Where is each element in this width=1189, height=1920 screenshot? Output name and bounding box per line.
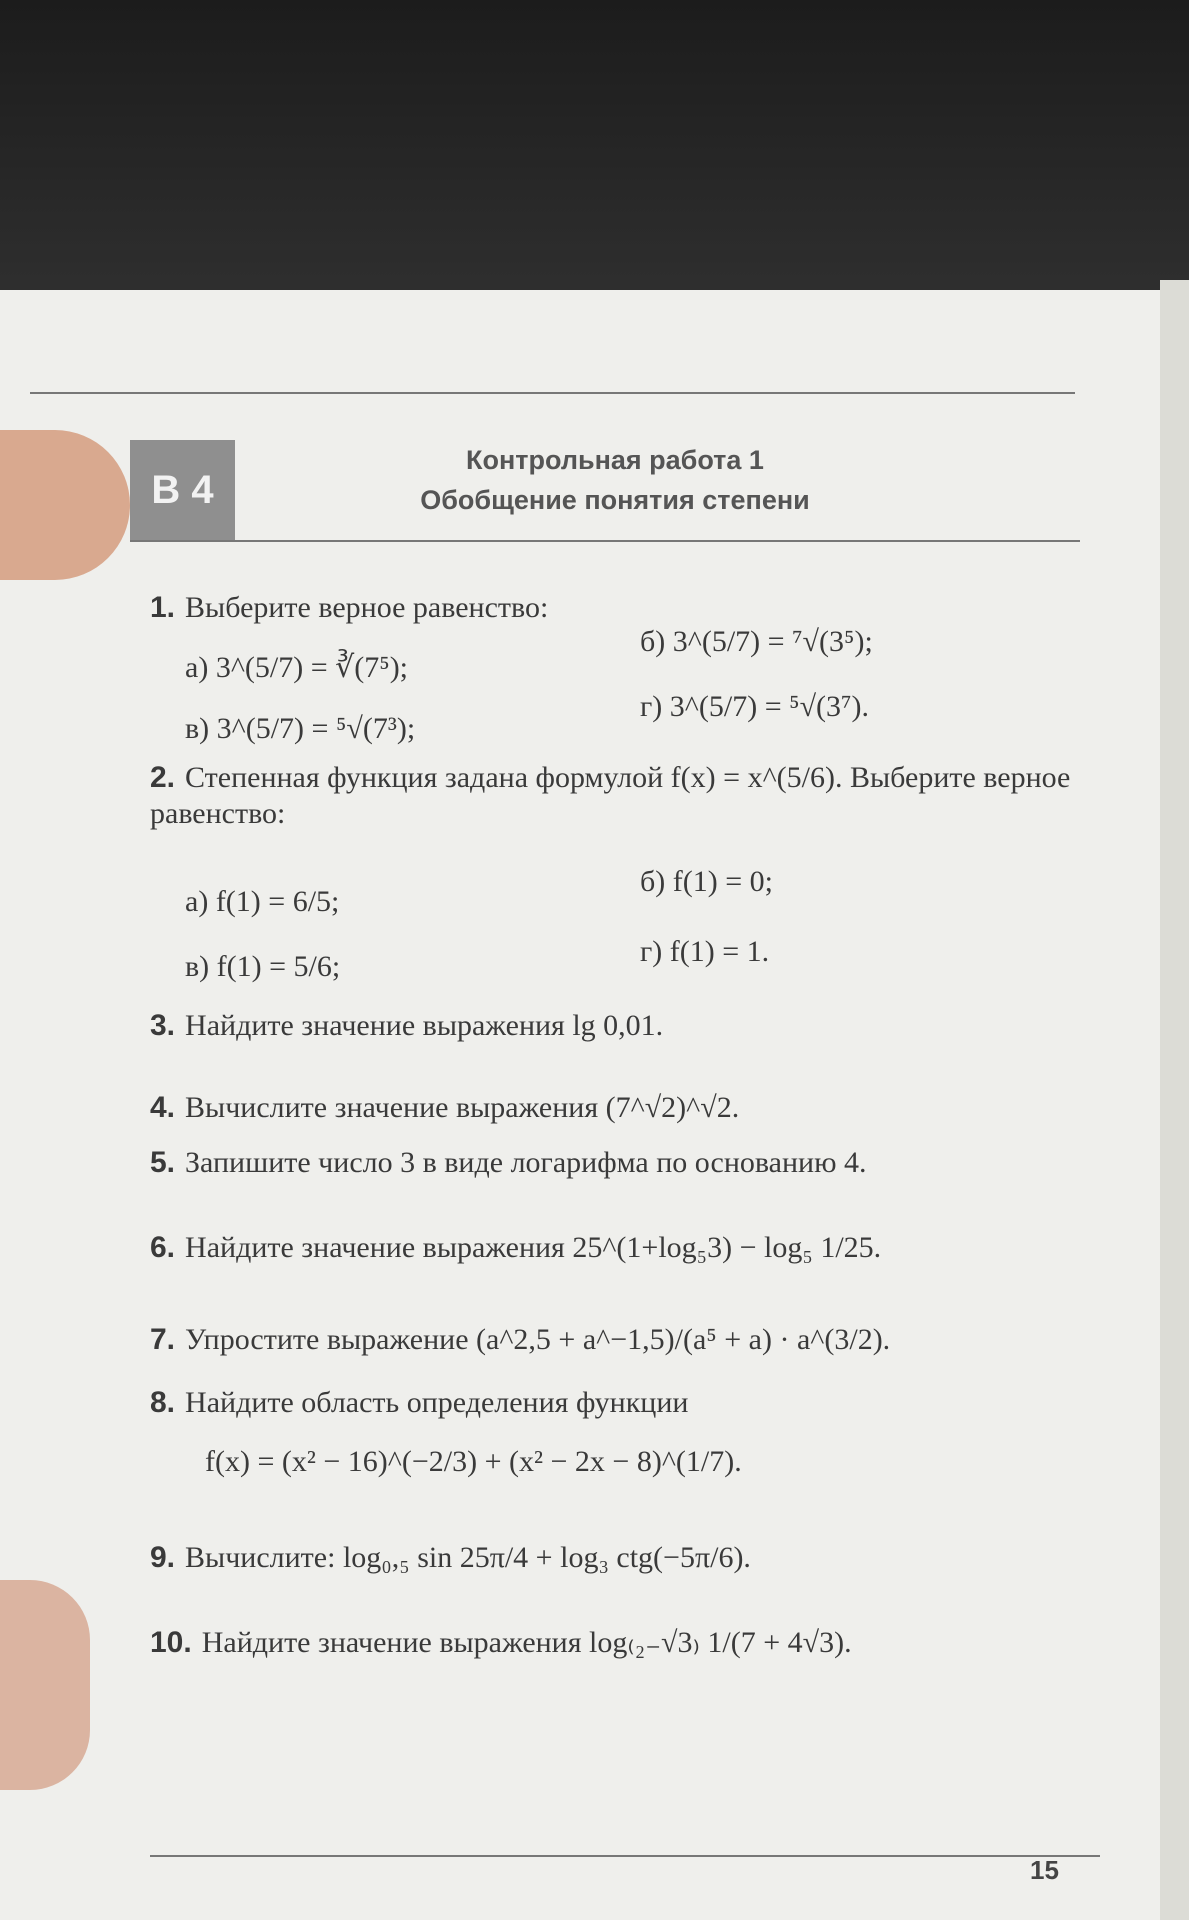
- title-line-2: Обобщение понятия степени: [420, 485, 810, 515]
- task-1-option-c: в) 3^(5/7) = ⁵√(7³);: [185, 712, 416, 745]
- task-8: 8. Найдите область определения функции: [150, 1386, 689, 1419]
- bottom-rule: [150, 1855, 1100, 1857]
- task-text: Вычислите: log₀,₅ sin 25π/4 + log₃ ctg(−5π/6).: [185, 1541, 751, 1574]
- variant-badge: В 4: [130, 440, 235, 540]
- page-number: 15: [1030, 1855, 1059, 1885]
- task-text: Найдите значение выражения log₍₂₋√3₎ 1/(7 + 4√3).: [201, 1626, 852, 1659]
- task-number: 1.: [150, 591, 176, 624]
- header: [130, 440, 1080, 542]
- top-rule: [30, 392, 1075, 394]
- task-1-option-a: а) 3^(5/7) = ∛(7⁵);: [185, 651, 409, 684]
- task-text: Найдите значение выражения lg 0,01.: [185, 1009, 664, 1042]
- task-text: Степенная функция задана формулой f(x) = x^(5/6). Выберите верное равенство:: [150, 761, 1071, 830]
- task-text: Запишите число 3 в виде логарифма по основанию 4.: [185, 1146, 867, 1179]
- task-10: 10. Найдите значение выражения log₍₂₋√3₎ 1/(7 + 4√3).: [150, 1626, 852, 1659]
- task-number: 2.: [150, 761, 176, 794]
- task-text: Упростите выражение (a^2,5 + a^−1,5)/(a⁵ + a) · a^(3/2).: [185, 1323, 891, 1356]
- task-8-formula: f(x) = (x² − 16)^(−2/3) + (x² − 2x − 8)^(1/7).: [205, 1445, 742, 1478]
- task-5: 5. Запишите число 3 в виде логарифма по основанию 4.: [150, 1146, 867, 1179]
- task-text: Выберите верное равенство:: [185, 591, 549, 624]
- task-1-option-d: г) 3^(5/7) = ⁵√(3⁷).: [640, 690, 869, 723]
- task-9: 9. Вычислите: log₀,₅ sin 25π/4 + log₃ ctg(−5π/6).: [150, 1541, 751, 1574]
- task-3: 3. Найдите значение выражения lg 0,01.: [150, 1009, 664, 1042]
- background: [0, 0, 1189, 300]
- task-7: 7. Упростите выражение (a^2,5 + a^−1,5)/(a⁵ + a) · a^(3/2).: [150, 1323, 891, 1356]
- task-4: 4. Вычислите значение выражения (7^√2)^√2.: [150, 1091, 740, 1124]
- page-edge: [1160, 280, 1189, 1920]
- page-title: [290, 440, 940, 520]
- task-2-option-b: б) f(1) = 0;: [640, 865, 773, 898]
- task-2-option-d: г) f(1) = 1.: [640, 935, 770, 968]
- task-2: [150, 760, 1080, 832]
- title-line-1: Контрольная работа 1: [466, 445, 764, 475]
- task-text: Вычислите значение выражения (7^√2)^√2.: [185, 1091, 740, 1124]
- task-text: Найдите значение выражения 25^(1+log₅3) − log₅ 1/25.: [185, 1231, 882, 1264]
- task-1-option-b: б) 3^(5/7) = ⁷√(3⁵);: [640, 625, 873, 658]
- task-6: 6. Найдите значение выражения 25^(1+log₅3) − log₅ 1/25.: [150, 1231, 882, 1264]
- finger-bottom: [0, 1580, 90, 1790]
- task-2-option-c: в) f(1) = 5/6;: [185, 950, 341, 983]
- task-text: Найдите область определения функции: [185, 1386, 689, 1419]
- task-2-option-a: а) f(1) = 6/5;: [185, 885, 340, 918]
- task-1: [150, 590, 1100, 626]
